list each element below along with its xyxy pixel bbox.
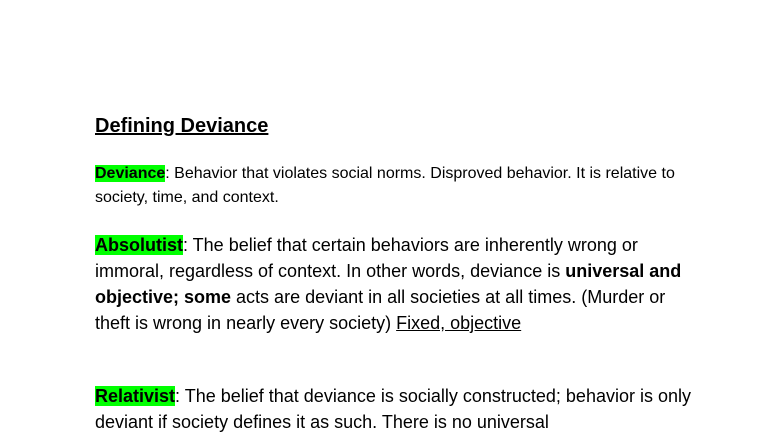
deviance-paragraph — [95, 162, 695, 210]
absolutist-term: Absolutist — [95, 235, 183, 255]
page-title: Defining Deviance — [95, 115, 269, 137]
absolutist-emphasis: universal and objective; some — [95, 261, 682, 307]
absolutist-summary: Fixed, objective — [396, 313, 522, 333]
absolutist-continuation: acts are deviant in all societies at all times. (Murder or theft is wrong in nearly every society) — [95, 287, 666, 333]
relativist-definition: : The belief that deviance is socially constructed; behavior is only deviant if society defines it as such. There is no universal — [95, 386, 691, 432]
deviance-term: Deviance — [95, 165, 166, 182]
relativist-paragraph — [95, 383, 695, 435]
relativist-term: Relativist — [95, 386, 176, 406]
deviance-definition: : Behavior that violates social norms. Disproved behavior. It is relative to society, time, and context. — [95, 165, 675, 206]
absolutist-paragraph — [95, 232, 695, 336]
absolutist-definition: : The belief that certain behaviors are inherently wrong or immoral, regardless of context. In other words, deviance is — [95, 235, 638, 281]
